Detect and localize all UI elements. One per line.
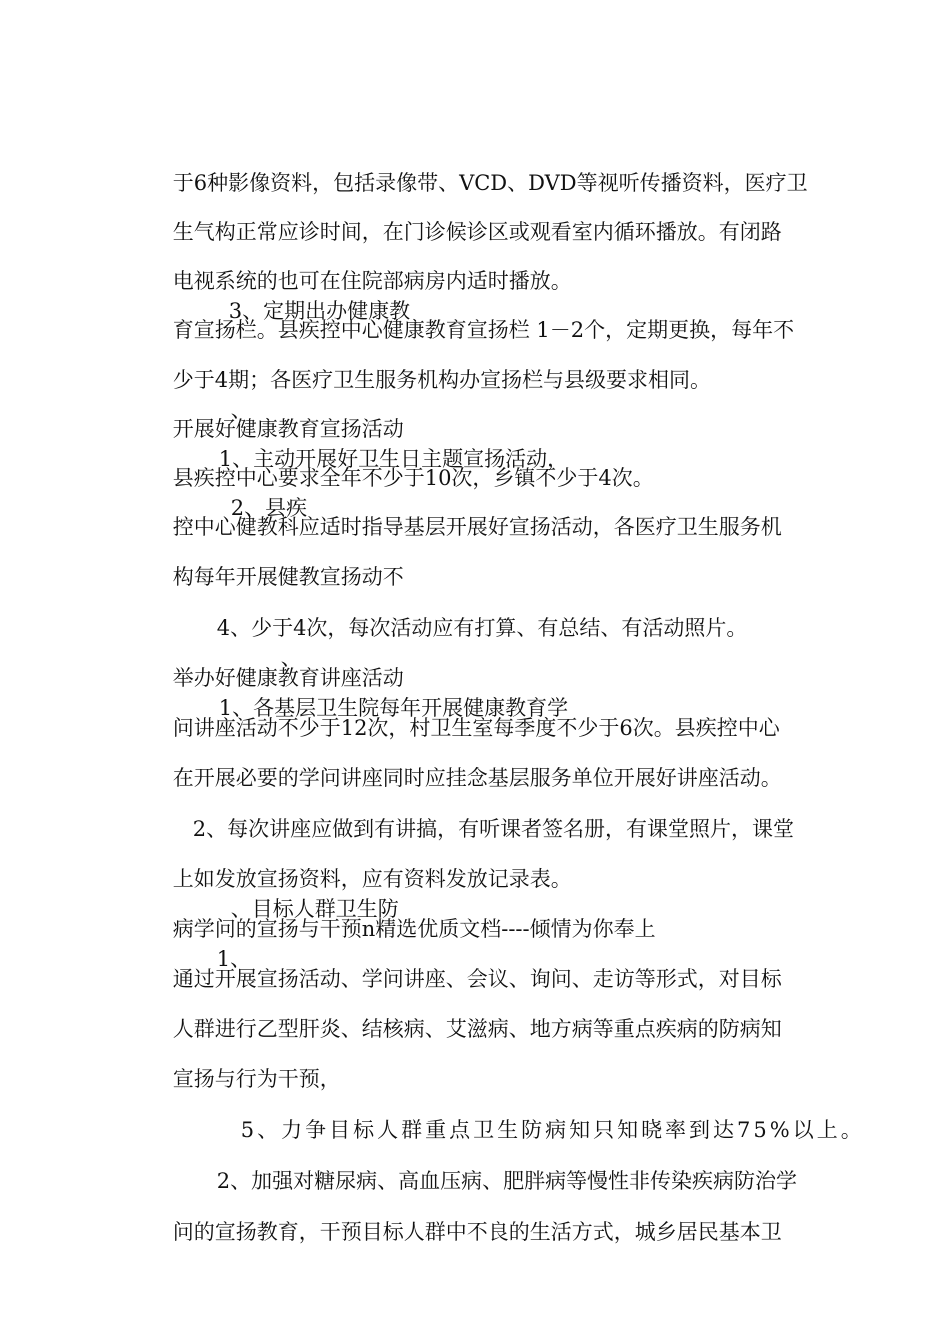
text-line-15	[146, 834, 572, 921]
text-line-7	[146, 433, 654, 520]
text-line-20	[202, 1085, 865, 1142]
text-segment: 2、县疾	[230, 496, 308, 520]
text-segment: 、目标人群卫生防	[230, 897, 399, 921]
text-line-10	[190, 583, 748, 670]
text-segment: 宣扬与行为干预，	[172, 1067, 341, 1091]
text-segment: 1、主动开展好卫生日主题宣扬活动，	[218, 447, 569, 471]
text-line-19	[146, 1034, 341, 1091]
text-segment: 电视系统的也可在住院部病房内适时播放。	[172, 269, 572, 293]
text-segment: 、	[280, 646, 302, 670]
text-line-22	[146, 1187, 782, 1244]
text-segment: 上如发放宣扬资料，应有资料发放记录表。	[172, 867, 572, 891]
text-line-12	[146, 683, 780, 740]
text-line-9	[146, 532, 404, 589]
text-segment: 病学问的宣扬与干预n精选优质文档----倾情为你奉上	[172, 917, 656, 941]
text-line-11	[146, 633, 569, 720]
text-segment: 举办好健康教育讲座活动	[172, 666, 404, 690]
text-segment: 3、定期出办健康教	[228, 299, 411, 323]
text-line-16	[146, 884, 656, 971]
text-segment: 5、力争目标人群重点卫生防病知只知晓率到达75%以上。	[240, 1118, 865, 1142]
text-segment: 人群进行乙型肝炎、结核病、艾滋病、地方病等重点疾病的防病知	[172, 1017, 782, 1041]
text-line-18	[146, 984, 782, 1041]
text-line-13	[146, 733, 782, 790]
text-segment: 问的宣扬教育，干预目标人群中不良的生活方式，城乡居民基本卫	[172, 1220, 782, 1244]
text-segment: 、	[230, 398, 252, 422]
text-line-2	[146, 187, 782, 244]
text-segment: 2、加强对糖尿病、高血压病、肥胖病等慢性非传染疾病防治学	[216, 1169, 798, 1193]
text-segment: 少于4期；各医疗卫生服务机构办宣扬栏与县级要求相同。	[172, 368, 712, 392]
text-line-21	[190, 1136, 798, 1193]
text-line-3	[146, 236, 572, 323]
text-line-4	[146, 285, 795, 342]
text-segment: 1、	[216, 947, 252, 971]
text-segment: 县疾控中心要求全年不少于10次，乡镇不少于4次。	[172, 466, 654, 490]
text-segment: 于6种影像资料，包括录像带、VCD、DVD等视听传播资料，医疗卫	[172, 171, 808, 195]
text-line-5	[146, 335, 712, 422]
text-line-6	[146, 384, 569, 471]
text-segment: 2、每次讲座应做到有讲搞，有听课者签名册，有课堂照片，课堂	[192, 817, 795, 841]
text-segment: 构每年开展健教宣扬动不	[172, 565, 404, 589]
text-segment: 育宣扬栏。县疾控中心健康教育宣扬栏 1－2个，定期更换，每年不	[172, 318, 795, 342]
text-line-1	[146, 138, 808, 195]
text-segment: 在开展必要的学问讲座同时应挂念基层服务单位开展好讲座活动。	[172, 766, 782, 790]
text-segment: 1、各基层卫生院每年开展健康教育学	[218, 696, 569, 720]
text-line-17	[146, 934, 782, 991]
text-segment: 问讲座活动不少于12次，村卫生室每季度不少于6次。县疾控中心	[172, 716, 780, 740]
text-segment: 4、少于4次，每次活动应有打算、有总结、有活动照片。	[216, 616, 748, 640]
text-segment: 控中心健教科应适时指导基层开展好宣扬活动，各医疗卫生服务机	[172, 515, 782, 539]
text-segment: 开展好健康教育宣扬活动	[172, 417, 404, 441]
text-segment: 通过开展宣扬活动、学问讲座、会议、询问、走访等形式，对目标	[172, 967, 782, 991]
text-line-14	[166, 784, 795, 841]
text-segment: 生气构正常应诊时间，在门诊候诊区或观看室内循环播放。有闭路	[172, 220, 782, 244]
text-line-8	[146, 482, 782, 539]
